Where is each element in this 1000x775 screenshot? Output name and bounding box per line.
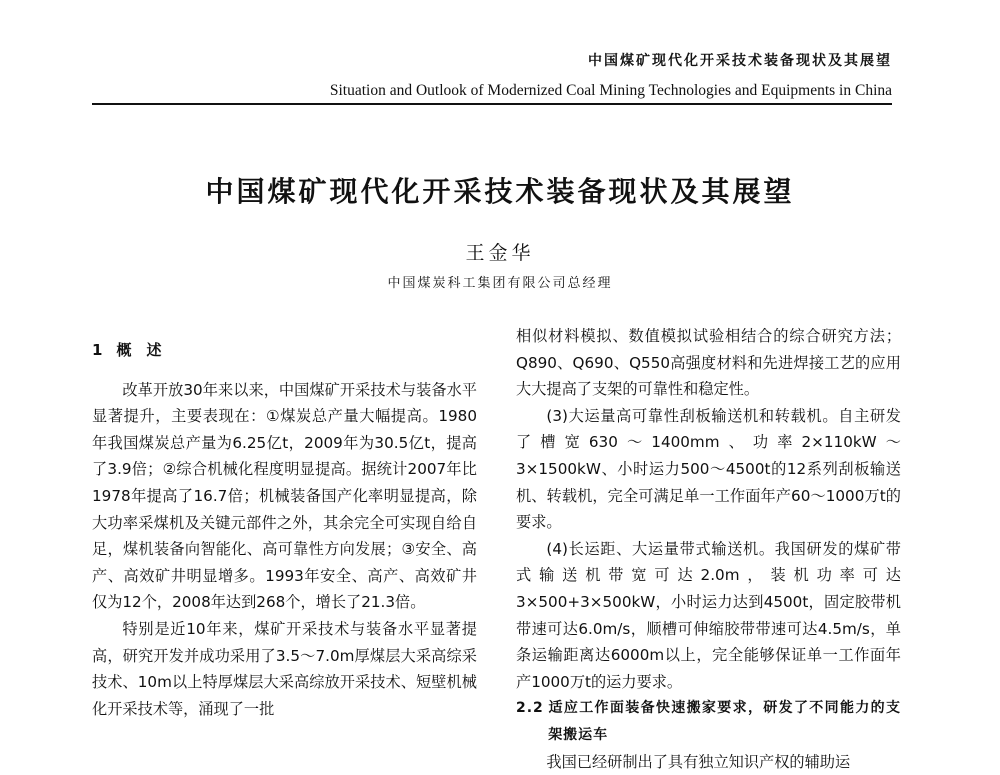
body-paragraph: (4)长运距、大运量带式输送机。我国研发的煤矿带式输送机带宽可达2.0m，装机功率可达3×500+3×500kW，小时运力达到4500t，固定胶带机带速可达6.0m/s，顺槽可伸缩胶带带速可达4.5m/s，单条运输距离达6000m以上，完全能够保证单一工作面年产1000万t的运力要求。 (516, 536, 901, 696)
subsection-number: 2.2 (516, 695, 548, 722)
body-paragraph-continued: 相似材料模拟、数值模拟试验相结合的综合研究方法；Q890、Q690、Q550高强度材料和先进焊接工艺的应用大大提高了支架的可靠性和稳定性。 (516, 323, 901, 403)
body-paragraph: 改革开放30年来以来，中国煤矿开采技术与装备水平显著提升，主要表现在：①煤炭总产量大幅提高。1980年我国煤炭总产量为6.25亿t，2009年为30.5亿t，提高了3.9倍；②综合机械化程度明显提高。据统计2007年比1978年提高了16.7倍；机械装备国产化率明显提高，除大功率采煤机及关键元部件之外，其余完全可实现自给自足，煤机装备向智能化、高可靠性方向发展；③安全、高产、高效矿井明显增多。1993年安全、高产、高效矿井仅为12个，2008年达到268个，增长了21.3倍。 (92, 377, 477, 616)
subsection-title: 适应工作面装备快速搬家要求，研发了不同能力的支架搬运车 (548, 700, 901, 743)
right-column (516, 323, 901, 775)
body-paragraph: 特别是近10年来，煤矿开采技术与装备水平显著提高，研究开发并成功采用了3.5～7.0m厚煤层大采高综采技术、10m以上特厚煤层大采高综放开采技术、短壁机械化开采技术等，涌现了一批 (92, 616, 477, 722)
body-paragraph: 我国已经研制出了具有独立知识产权的辅助运 (516, 749, 901, 775)
subsection-heading (516, 695, 901, 748)
article-title: 中国煤矿现代化开采技术装备现状及其展望 (0, 170, 1000, 210)
body-paragraph: (3)大运量高可靠性刮板输送机和转载机。自主研发了槽宽630～1400mm、功率2×110kW～3×1500kW、小时运力500～4500t的12系列刮板输送机、转载机，完全可满足单一工作面年产60～1000万t的要求。 (516, 403, 901, 536)
section-heading (92, 337, 477, 364)
running-head-chinese: 中国煤矿现代化开采技术装备现状及其展望 (588, 50, 892, 70)
section-number: 1 (92, 341, 102, 359)
running-head-english: Situation and Outlook of Modernized Coal Mining Technologies and Equipments in China (330, 82, 892, 100)
header-rule (92, 103, 892, 105)
left-column (92, 337, 477, 722)
author-name: 王金华 (0, 238, 1000, 265)
author-affiliation: 中国煤炭科工集团有限公司总经理 (0, 272, 1000, 291)
section-title: 概 述 (116, 341, 161, 359)
